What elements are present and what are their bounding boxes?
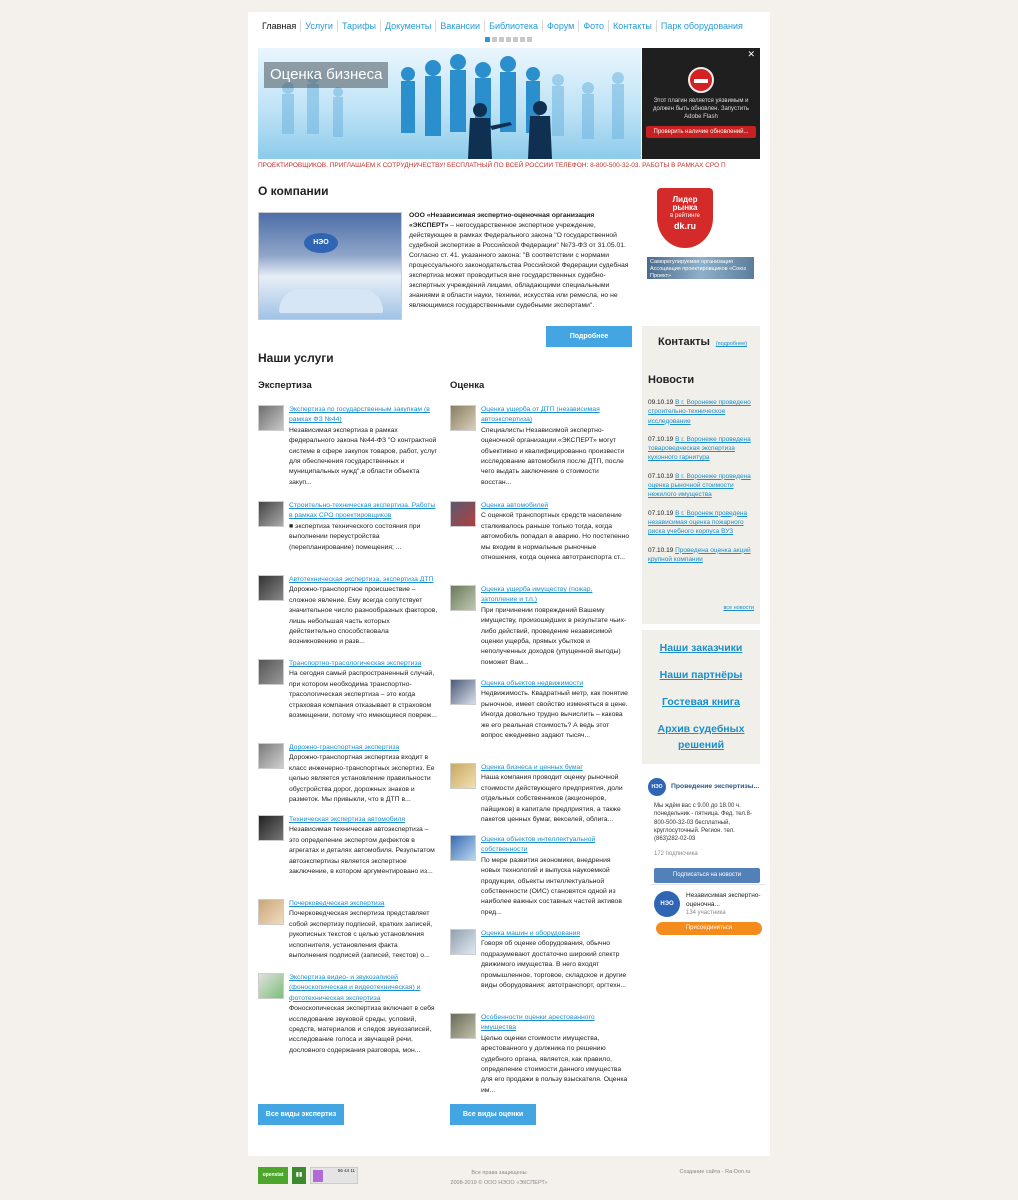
service-link[interactable]: Оценка автомобилей	[481, 502, 549, 509]
page	[248, 12, 770, 1156]
service-text: По мере развития экономики, внедрения новых технологий и выпуска наукоемкой продукции, объекты интеллектуальной собственности (ОИС) становятся одной из наиболее важных составных частей активов пред...	[481, 856, 622, 916]
nav-item-documents[interactable]: Документы	[380, 20, 435, 32]
contacts-more-link[interactable]: (подробнее)	[715, 341, 748, 347]
about-text	[409, 211, 629, 311]
service-text: С оценкой транспортных средств население сталкивалось раньше только тогда, когда автомобиль попадал в аварию. Но постепенно мы входим в нормальные рыночные отношения, когда оценка автотранспорта ст...	[481, 512, 630, 562]
service-link[interactable]: Экспертиза видео- и звукозаписей (фоноскопическая и видеотехническая) и фототехническая экспертиза	[289, 974, 421, 1002]
vk-subscribers: 172 подписчика	[654, 851, 698, 858]
news-date: 07.10.19	[648, 435, 674, 443]
service-link[interactable]: Оценка ущерба от ДТП (независимая автоэкспертиза)	[481, 406, 600, 424]
nav-item-contacts[interactable]: Контакты	[608, 20, 656, 32]
service-item	[450, 929, 630, 1001]
service-text: Фоноскопическая экспертиза включает в себя исследование звуковой среды, условий, средств, материалов и следов звукозаписей, исследование голоса и звучащей речи, дословного содержания разговора, мон...	[289, 1005, 435, 1054]
news-item	[648, 435, 754, 463]
check-updates-button[interactable]: Проверить наличие обновлений...	[646, 126, 756, 138]
service-text: ■ экспертиза технического состояния при выполнении переустройства (перепланирование) помещения; ...	[289, 522, 421, 551]
service-item	[450, 1013, 630, 1096]
rating-badge[interactable]	[657, 188, 713, 248]
news-item	[648, 509, 754, 537]
service-item	[258, 743, 438, 803]
service-thumbnail[interactable]	[450, 679, 476, 705]
service-text: Недвижимость. Квадратный метр, как понятие рыночное, имеет свойство изменяться в цене. Иногда довольно трудно вычислить – какова же его реальная стоимость? А ведь этот вопрос ежедневно задают тысяч...	[481, 690, 628, 740]
service-thumbnail[interactable]	[258, 501, 284, 527]
news-item	[648, 546, 754, 565]
service-thumbnail[interactable]	[258, 899, 284, 925]
news-item	[648, 472, 754, 500]
expertise-column	[258, 380, 438, 1068]
service-thumbnail[interactable]	[450, 501, 476, 527]
vk-group-avatar[interactable]: НЭО	[648, 778, 666, 796]
service-thumbnail[interactable]	[258, 575, 284, 601]
service-item	[258, 659, 438, 731]
rating-line2: рынка	[672, 203, 698, 212]
main-nav	[262, 20, 747, 32]
vk-subscribe-button[interactable]: Подписаться на новости	[654, 868, 760, 883]
flash-plugin-warning	[642, 48, 760, 159]
service-thumbnail[interactable]	[258, 659, 284, 685]
service-text: Говоря об оценке оборудования, обычно подразумевают достаточно широкий спектр движимого имущества. В него входят промышленное, торговое, складское и другие виды оборудования: автотранспорт, оргтехн...	[481, 940, 627, 990]
slider-dot[interactable]	[485, 37, 490, 42]
blocked-plugin-icon	[688, 67, 714, 93]
service-thumbnail[interactable]	[450, 835, 476, 861]
valuation-heading: Оценка	[450, 380, 485, 391]
service-link[interactable]: Техническая экспертиза автомобиля	[289, 816, 406, 823]
reception-desk-graphic	[279, 289, 383, 313]
news-box	[642, 364, 760, 624]
slider-dot[interactable]	[513, 37, 518, 42]
service-text: Целью оценки стоимости имущества, арестованного у должника по решению судебного органа, является, как правило, определение стоимости данного имущества для его продажи в пользу взыскателя. Оценка им...	[481, 1034, 628, 1094]
nav-item-tariffs[interactable]: Тарифы	[337, 20, 380, 32]
slider-dot[interactable]	[527, 37, 532, 42]
service-link[interactable]: Оценка машин и оборудования	[481, 930, 581, 937]
service-thumbnail[interactable]	[450, 929, 476, 955]
flash-message: Этот плагин является уязвимым и должен быть обновлен. Запустить Adobe Flash	[653, 98, 749, 120]
ok-group-avatar[interactable]: НЭО	[654, 891, 680, 917]
stats-counter-icon[interactable]: ▮▮	[292, 1167, 306, 1184]
news-link[interactable]: В г. Воронеж проведена независимая оценка пожарного риска учебного корпуса ВУЗ	[648, 509, 748, 536]
partners-link[interactable]: Наши партнёры	[659, 669, 743, 681]
nav-item-photo[interactable]: Фото	[578, 20, 608, 32]
guestbook-link[interactable]: Гостевая книга	[662, 696, 740, 708]
vk-group-name[interactable]: Проведение экспертизы...	[671, 782, 760, 790]
ok-widget	[650, 884, 766, 950]
service-thumbnail[interactable]	[258, 405, 284, 431]
service-item	[258, 575, 438, 647]
service-link[interactable]: Оценка объектов интеллектуальной собственности	[481, 836, 596, 854]
hero-banner[interactable]	[258, 48, 641, 159]
service-thumbnail[interactable]	[258, 815, 284, 841]
news-ticker: ПРОЕКТИРОВЩИКОВ. ПРИГЛАШАЕМ К СОТРУДНИЧЕСТВУ! БЕСПЛАТНЫЙ ПО ВСЕЙ РОССИИ ТЕЛЕФОН: 8-800-500-32-03. РАБОТЫ В РАМКАХ СРО П	[258, 162, 726, 169]
service-thumbnail[interactable]	[450, 585, 476, 611]
service-item	[450, 763, 630, 823]
news-link[interactable]: В г. Воронеже проведена оценка рыночной стоимости нежилого имущества	[648, 472, 751, 499]
service-link[interactable]: Почерковедческая экспертиза	[289, 900, 385, 907]
customers-link[interactable]: Наши заказчики	[659, 642, 743, 654]
vk-group-header	[642, 770, 766, 796]
ok-members: 134 участника	[686, 910, 726, 916]
service-item	[258, 815, 438, 887]
service-link[interactable]: Дорожно-транспортная экспертиза	[289, 744, 400, 751]
service-item	[258, 501, 438, 563]
ok-group-name[interactable]: Независимая экспертно-оценочна...	[686, 892, 761, 908]
valuation-column	[450, 380, 630, 1108]
slider-dot[interactable]	[499, 37, 504, 42]
all-news-link[interactable]: все новости	[723, 604, 754, 611]
nav-item-home[interactable]: Главная	[262, 21, 297, 31]
news-date: 07.10.19	[648, 546, 674, 554]
service-text: Независимая экспертиза в рамках федерального закона №44-ФЗ "О контрактной системе в сфере закупок товаров, работ, услуг для обеспечения государственных и муниципальных нужд",в области объекта закуп...	[289, 426, 438, 486]
rating-line1: Лидер	[672, 195, 698, 204]
service-text: Независимая техническая автоэкспертиза – это определение экспертом дефектов в агрегатах и деталях автомобиля. Результатом автоэкспертизы является экспертное заключение, в котором аргументировано из...	[289, 826, 435, 876]
banner-title: Оценка бизнеса	[264, 62, 388, 88]
service-text: Дорожно-транспортное происшествие – сложное явление. Ему всегда сопутствует значительное число разнообразных факторов, лишь небольшая часть которых действительно способствовала возникновению и разв...	[289, 586, 438, 646]
service-item	[258, 405, 438, 489]
court-archive-link[interactable]: Архив судебных решений	[657, 723, 745, 751]
company-name: ООО «Независимая экспертно-оценочная организация «ЭКСПЕРТ»	[409, 212, 595, 229]
about-heading: О компании	[258, 184, 329, 198]
news-date: 07.10.19	[648, 472, 674, 480]
news-date: 09.10.19	[648, 399, 674, 406]
service-text: Специалисты Независимой экспертно-оценочной организации «ЭКСПЕРТ» могут объективно и квалифицированно произвести исследование автомобиля после ДТП, после чего выдать заключение о стоимости восстан...	[481, 426, 625, 486]
service-thumbnail[interactable]	[258, 743, 284, 769]
service-text: Дорожно-транспортная экспертиза входит в класс инженерно-транспортных экспертиз. Ее целью является установление правильности обустройства дорог, дорожных знаков и разметок. Мы привыкли, что в ДТП в...	[289, 754, 435, 804]
copyright-text: 2008-2019 © ООО НЭОО «ЭКСПЕРТ»	[450, 1180, 548, 1186]
slider-dot[interactable]	[492, 37, 497, 42]
news-item	[648, 398, 754, 426]
service-item	[258, 973, 438, 1056]
service-item	[258, 899, 438, 961]
service-item	[450, 501, 630, 573]
service-item	[450, 835, 630, 917]
service-thumbnail[interactable]	[258, 973, 284, 999]
service-thumbnail[interactable]	[450, 405, 476, 431]
service-text: На сегодня самый распространенный случай, при котором необходима транспортно-трасологическая экспертиза – это когда страховая компания отказывает в страховом возмещении, потому что имеющиеся повреж...	[289, 670, 437, 720]
service-link[interactable]: Оценка бизнеса и ценных бумаг	[481, 764, 583, 771]
more-button[interactable]: Подробнее	[546, 326, 632, 347]
contacts-title[interactable]: Контакты	[658, 336, 710, 348]
openstat-counter[interactable]: openstat	[258, 1167, 288, 1184]
sidebar-links	[642, 630, 760, 764]
developer-link[interactable]: Создание сайта - Ra-Don.ru	[679, 1169, 751, 1175]
slider-dots	[485, 37, 532, 42]
ok-join-button[interactable]: Присоединиться	[656, 922, 762, 935]
slider-dot[interactable]	[520, 37, 525, 42]
service-link[interactable]: Оценка объектов недвижимости	[481, 680, 584, 687]
service-link[interactable]: Оценка ущерба имуществу (пожар, затопление и т.п.)	[481, 586, 593, 604]
service-link[interactable]: Автотехническая экспертиза, экспертиза ДТП	[289, 576, 434, 583]
service-link[interactable]: Экспертиза по государственным закупкам (в рамках ФЗ №44)	[289, 406, 430, 424]
about-description: – негосударственное экспертное учреждение, действующее в рамках Федерального закона "О государственной судебной экспертизе в Российской Федерации" №73-ФЗ от 31.05.01. Согласно ст. 41. указанного закона: "В соответствии с нормами процессуального законодательства Российской Федерации судебная экспертиза может проводиться вне государственных судебно-экспертных учреждений лицами, обладающими специальными знаниями в области науки, техники, искусства или ремесла, но не являющимися государственными судебными экспертами".	[409, 222, 629, 309]
rating-site: dk.ru	[673, 221, 696, 231]
service-link[interactable]: Транспортно-трасологическая экспертиза	[289, 660, 422, 667]
news-date: 07.10.19	[648, 509, 674, 517]
news-link[interactable]: В г. Воронеже проведена товароведческая экспертиза кухонного гарнитура	[648, 435, 751, 462]
nav-item-library[interactable]: Библиотека	[484, 20, 542, 32]
news-title: Новости	[648, 374, 695, 386]
service-text: Почерковедческая экспертиза представляет собой экспертизу подписей, кратких записей, рукописных текстов с целью установления исполнителя, установления факта выполнения подписей (записей, текстов) о...	[289, 910, 433, 960]
service-item	[450, 679, 630, 751]
service-thumbnail[interactable]	[450, 763, 476, 789]
service-link[interactable]: Строительно-техническая экспертиза. Работы в рамках СРО проектировщиков	[289, 502, 436, 520]
rights-text: Все права защищены	[471, 1170, 527, 1176]
nav-item-vacancies[interactable]: Вакансии	[435, 20, 484, 32]
nav-item-services[interactable]: Услуги	[300, 20, 337, 32]
office-photo	[258, 212, 402, 320]
services-heading: Наши услуги	[258, 351, 334, 365]
footer	[0, 1160, 1018, 1200]
nav-item-equipment[interactable]: Парк оборудования	[656, 20, 747, 32]
service-text: Наша компания проводит оценку рыночной стоимости действующего предприятия, доли отдельных собственников (акционеров, пайщиков) в капитале предприятия, а также пакетов ценных бумаг, векселей, облига...	[481, 774, 623, 824]
news-link[interactable]: В г. Воронеже проведено строительно-техническое исследование	[648, 399, 751, 425]
all-expertise-button[interactable]: Все виды экспертиз	[258, 1104, 344, 1125]
slider-dot[interactable]	[506, 37, 511, 42]
contacts-box	[642, 326, 760, 366]
service-link[interactable]: Особенности оценки арестованного имущества	[481, 1014, 595, 1032]
close-icon[interactable]: ✕	[747, 49, 755, 59]
all-valuation-button[interactable]: Все виды оценки	[450, 1104, 536, 1125]
news-link[interactable]: Проведена оценка акций крупной компании	[648, 546, 751, 563]
service-item	[450, 405, 630, 489]
rating-line3: в рейтинге	[670, 213, 700, 219]
company-logo: НЭО	[304, 233, 338, 253]
vk-group-description: Мы ждём вас с 9.00 до 18.00 ч. понедельник - пятница. Фед. тел.8-800-500-32-03 бесплатный, круглосуточный. Регион. тел.(863)282-02-03	[654, 803, 752, 843]
sro-banner[interactable]: Саморегулируемая организация Ассоциация проектировщиков «Союз Проект»	[647, 257, 754, 279]
expertise-heading: Экспертиза	[258, 380, 312, 391]
service-thumbnail[interactable]	[450, 1013, 476, 1039]
copyright	[420, 1168, 578, 1188]
service-item	[450, 585, 630, 667]
visit-counter[interactable]: 56 44 11	[310, 1167, 358, 1184]
service-text: При причинении повреждений Вашему имуществу, произошедших в результате чьих-либо действий, проведение независимой оценки ущерба, прямых убытков и неполученных доходов (упущенной выгоды) поможет Вам...	[481, 606, 627, 666]
nav-item-forum[interactable]: Форум	[542, 20, 578, 32]
